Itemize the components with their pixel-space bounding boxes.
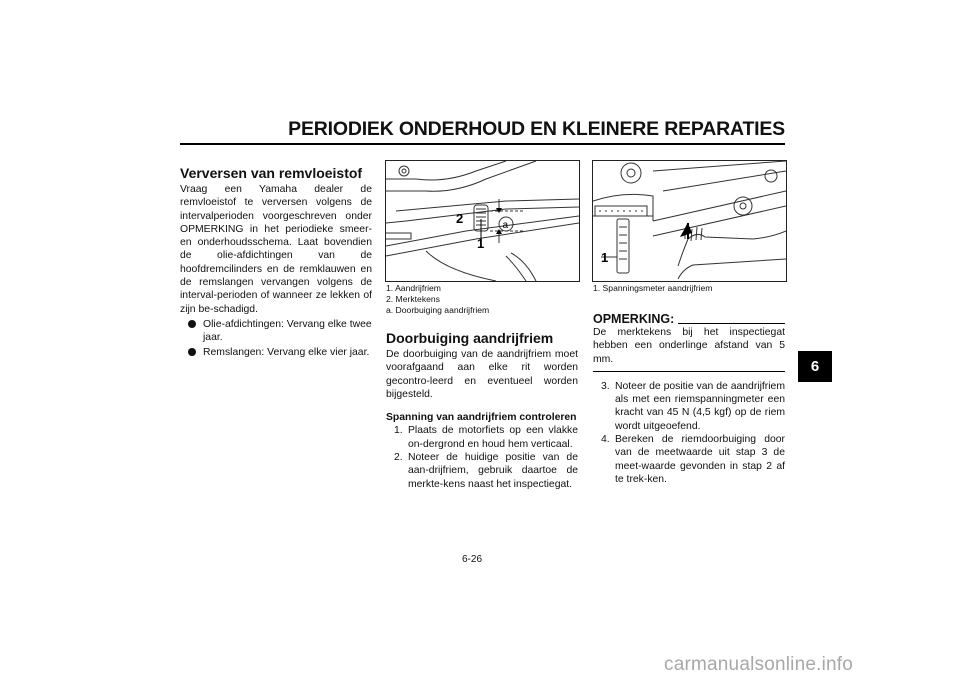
caption-item: a. Doorbuiging aandrijfriem — [386, 305, 490, 315]
steps-list — [386, 424, 578, 490]
subheading-check-tension: Spanning van aandrijfriem controleren — [386, 412, 577, 424]
column-belt-deflection — [386, 330, 578, 491]
chapter-tab: 6 — [798, 351, 832, 382]
bullet-item: Olie-afdichtingen: Vervang elke twee jaar. — [180, 318, 372, 345]
step-item: 3. Noteer de positie van de aandrijfriem als met een riemspanningmeter een kracht van 45 N (4,5 kgf) op de riem wordt uitgeoefend. — [601, 380, 785, 432]
brake-fluid-paragraph: Vraag een Yamaha dealer de remvloeistof te verversen volgens de intervalperioden voorgeschreven onder OPMERKING in het periodieke smeer- en onderhoudsschema. Laat bovendien de olie-afdichtingen van de hoofdremcilinders en de remklauwen en de remslangen vervangen volgens de interval-perioden of wanneer ze lekken of zijn be-schadigd. — [180, 184, 372, 315]
caption-item: 1. Spanningsmeter aandrijfriem — [593, 283, 713, 293]
callout-a: a — [502, 220, 509, 231]
column-brake-fluid — [180, 165, 372, 360]
note-text: De merktekens bij het inspectiegat hebben een onderlinge afstand van 5 mm. — [593, 327, 785, 365]
figure-belt-tension-gauge — [592, 160, 787, 282]
caption-item: 2. Merktekens — [386, 294, 440, 304]
page-number: 6-26 — [462, 554, 483, 565]
step-item: 1. Plaats de motorfiets op een vlakke on-dergrond en houd hem verticaal. — [394, 425, 578, 450]
callout-2: 2 — [456, 211, 464, 226]
bullet-icon — [188, 320, 196, 328]
callout-1: 1 — [477, 236, 485, 251]
figure1-caption — [386, 283, 489, 316]
caption-item: 1. Aandrijfriem — [386, 283, 441, 293]
column-note-steps — [593, 312, 785, 486]
belt-deflection-paragraph: De doorbuiging van de aandrijfriem moet voorafgaand aan elke rit worden gecontro-leerd en eventueel worden bijgesteld. — [386, 349, 578, 400]
figure-drive-belt-marks — [385, 160, 580, 282]
steps-list — [593, 380, 785, 486]
tension-gauge-illustration — [593, 161, 786, 281]
header-rule — [180, 143, 785, 145]
note-end-rule — [593, 371, 785, 372]
watermark: carmanualsonline.info — [664, 654, 854, 675]
note-heading: OPMERKING: — [593, 312, 785, 326]
page-header-title: PERIODIEK ONDERHOUD EN KLEINERE REPARATIES — [288, 118, 785, 140]
section-heading-belt-deflection: Doorbuiging aandrijfriem — [386, 330, 554, 346]
bullet-list — [180, 318, 372, 359]
step-item: 2. Noteer de huidige positie van de aan-drijfriem, gebruik daartoe de merkte-kens naast het inspectiegat. — [394, 452, 578, 490]
step-item: 4. Bereken de riemdoorbuiging door van de meetwaarde uit stap 3 de meet-waarde gevonden in stap 2 af te trek-ken. — [601, 434, 785, 485]
drive-belt-illustration — [386, 161, 579, 281]
bullet-icon — [188, 348, 196, 356]
section-heading-brake-fluid: Verversen van remvloeistof — [180, 165, 363, 181]
figure2-caption — [593, 283, 712, 294]
note-heading-rule — [678, 323, 785, 324]
callout-1: 1 — [601, 250, 609, 265]
bullet-item: Remslangen: Vervang elke vier jaar. — [180, 346, 372, 359]
